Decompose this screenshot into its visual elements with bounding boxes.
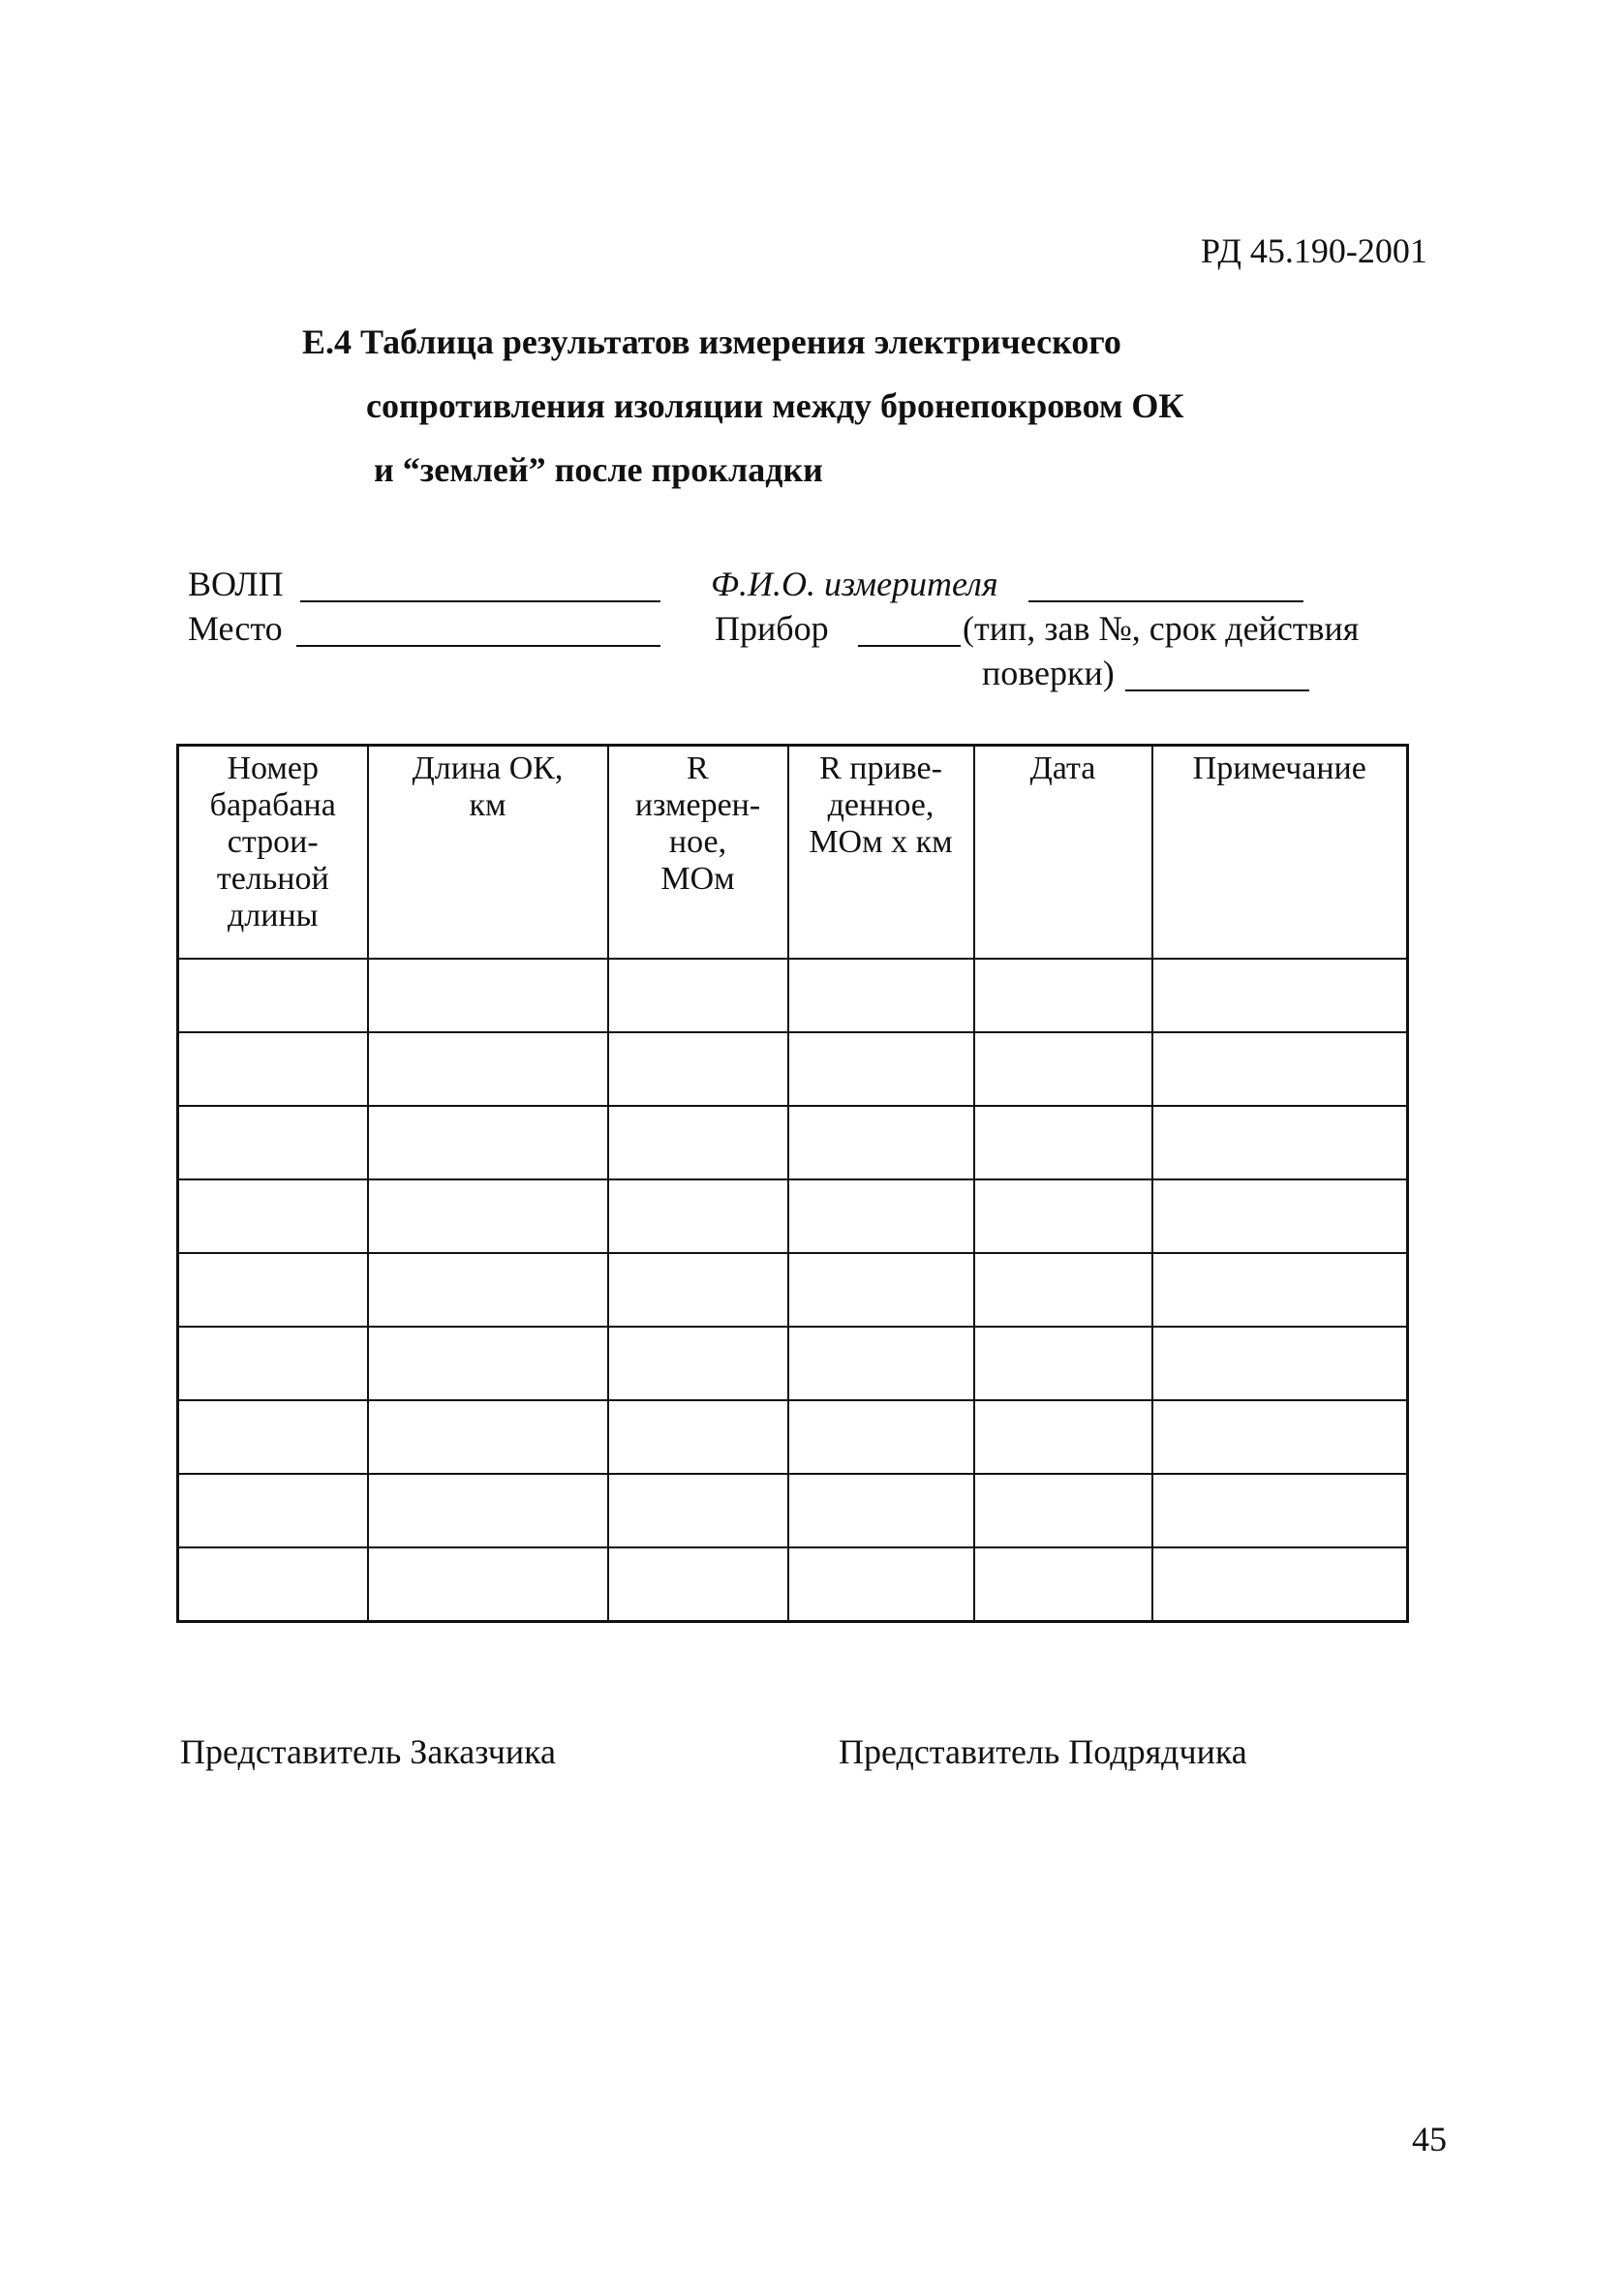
table-cell[interactable] xyxy=(178,1547,368,1622)
table-cell[interactable] xyxy=(608,1253,788,1327)
table-cell[interactable] xyxy=(608,1547,788,1622)
header-line: МОм х км xyxy=(809,824,953,860)
table-cell[interactable] xyxy=(788,1547,974,1622)
table-cell[interactable] xyxy=(1152,1547,1408,1622)
customer-signature-label: Представитель Заказчика xyxy=(180,1732,557,1771)
table-row xyxy=(178,1253,1408,1327)
table-cell[interactable] xyxy=(608,1474,788,1547)
table-cell[interactable] xyxy=(608,1032,788,1106)
table-cell[interactable] xyxy=(178,1179,368,1253)
header-line: длины xyxy=(228,898,319,933)
header-line: барабана xyxy=(209,787,336,823)
table-cell[interactable] xyxy=(1152,1253,1408,1327)
table-cell[interactable] xyxy=(974,1400,1152,1474)
table-cell[interactable] xyxy=(178,1106,368,1179)
header-line: измерен- xyxy=(634,787,761,823)
table-cell[interactable] xyxy=(1152,1474,1408,1547)
table-row xyxy=(178,1179,1408,1253)
table-cell[interactable] xyxy=(788,959,974,1032)
table-title-line-1: Е.4 Таблица результатов измерения электрического xyxy=(302,322,1121,361)
table-cell[interactable] xyxy=(368,1474,608,1547)
measurer-label: Ф.И.О. измерителя xyxy=(711,565,998,603)
table-cell[interactable] xyxy=(608,1400,788,1474)
table-cell[interactable] xyxy=(368,1106,608,1179)
table-cell[interactable] xyxy=(608,959,788,1032)
table-cell[interactable] xyxy=(608,1106,788,1179)
table-row xyxy=(178,1474,1408,1547)
header-line: Примечание xyxy=(1192,750,1366,786)
table-header-row xyxy=(178,746,1408,960)
place-label: Место xyxy=(188,609,283,648)
table-cell[interactable] xyxy=(788,1179,974,1253)
header-line: строи- xyxy=(227,824,319,860)
table-cell[interactable] xyxy=(608,1327,788,1400)
table-cell[interactable] xyxy=(178,1032,368,1106)
table-cell[interactable] xyxy=(974,1474,1152,1547)
header-line: км xyxy=(469,787,506,823)
table-cell[interactable] xyxy=(1152,1327,1408,1400)
table-cell[interactable] xyxy=(788,1327,974,1400)
place-input-line[interactable] xyxy=(296,645,660,647)
verification-label: поверки) xyxy=(982,654,1115,692)
table-cell[interactable] xyxy=(974,1032,1152,1106)
header-cable-length xyxy=(368,746,608,960)
table-cell[interactable] xyxy=(974,1106,1152,1179)
table-cell[interactable] xyxy=(368,959,608,1032)
volp-input-line[interactable] xyxy=(300,600,660,602)
table-cell[interactable] xyxy=(788,1474,974,1547)
table-cell[interactable] xyxy=(974,959,1152,1032)
table-title-line-3: и “землей” после прокладки xyxy=(374,450,823,489)
table-cell[interactable] xyxy=(178,1400,368,1474)
table-cell[interactable] xyxy=(608,1179,788,1253)
contractor-signature-label: Представитель Подрядчика xyxy=(839,1732,1247,1771)
table-cell[interactable] xyxy=(788,1253,974,1327)
table-row xyxy=(178,1547,1408,1622)
table-cell[interactable] xyxy=(788,1106,974,1179)
volp-label: ВОЛП xyxy=(188,565,284,603)
table-cell[interactable] xyxy=(1152,959,1408,1032)
table-row xyxy=(178,959,1408,1032)
table-cell[interactable] xyxy=(368,1253,608,1327)
table-cell[interactable] xyxy=(178,1474,368,1547)
table-cell[interactable] xyxy=(974,1547,1152,1622)
document-code: РД 45.190-2001 xyxy=(1201,231,1427,270)
header-r-reduced xyxy=(788,746,974,960)
device-label: Прибор xyxy=(715,609,829,648)
table-cell[interactable] xyxy=(368,1547,608,1622)
header-note xyxy=(1152,746,1408,960)
table-cell[interactable] xyxy=(1152,1032,1408,1106)
header-line: тельной xyxy=(216,861,329,897)
page-number: 45 xyxy=(1412,2120,1447,2158)
header-line: Номер xyxy=(227,750,319,786)
verification-input-line[interactable] xyxy=(1125,689,1309,691)
table-cell[interactable] xyxy=(178,1253,368,1327)
header-line: МОм xyxy=(660,861,735,897)
table-cell[interactable] xyxy=(788,1032,974,1106)
header-drum-number xyxy=(178,746,368,960)
header-date xyxy=(974,746,1152,960)
table-cell[interactable] xyxy=(1152,1400,1408,1474)
table-cell[interactable] xyxy=(368,1179,608,1253)
table-row xyxy=(178,1400,1408,1474)
measurer-input-line[interactable] xyxy=(1028,600,1303,602)
device-input-line[interactable] xyxy=(858,645,961,647)
device-note: (тип, зав №, срок действия xyxy=(963,609,1360,648)
results-table xyxy=(176,744,1409,1623)
header-line: R приве- xyxy=(819,750,942,786)
header-line: Длина ОК, xyxy=(412,750,564,786)
header-line: R xyxy=(687,750,709,786)
table-cell[interactable] xyxy=(974,1253,1152,1327)
table-row xyxy=(178,1327,1408,1400)
table-cell[interactable] xyxy=(368,1327,608,1400)
header-line: Дата xyxy=(1029,750,1096,786)
table-row xyxy=(178,1106,1408,1179)
header-line: ное, xyxy=(668,824,727,860)
table-cell[interactable] xyxy=(178,1327,368,1400)
table-cell[interactable] xyxy=(974,1179,1152,1253)
table-cell[interactable] xyxy=(1152,1106,1408,1179)
header-line: денное, xyxy=(827,787,935,823)
table-cell[interactable] xyxy=(974,1327,1152,1400)
header-r-measured xyxy=(608,746,788,960)
table-cell[interactable] xyxy=(1152,1179,1408,1253)
table-cell[interactable] xyxy=(368,1032,608,1106)
table-cell[interactable] xyxy=(368,1400,608,1474)
table-cell[interactable] xyxy=(178,959,368,1032)
table-row xyxy=(178,1032,1408,1106)
table-title-line-2: сопротивления изоляции между бронепокровом ОК xyxy=(366,386,1184,425)
table-cell[interactable] xyxy=(788,1400,974,1474)
